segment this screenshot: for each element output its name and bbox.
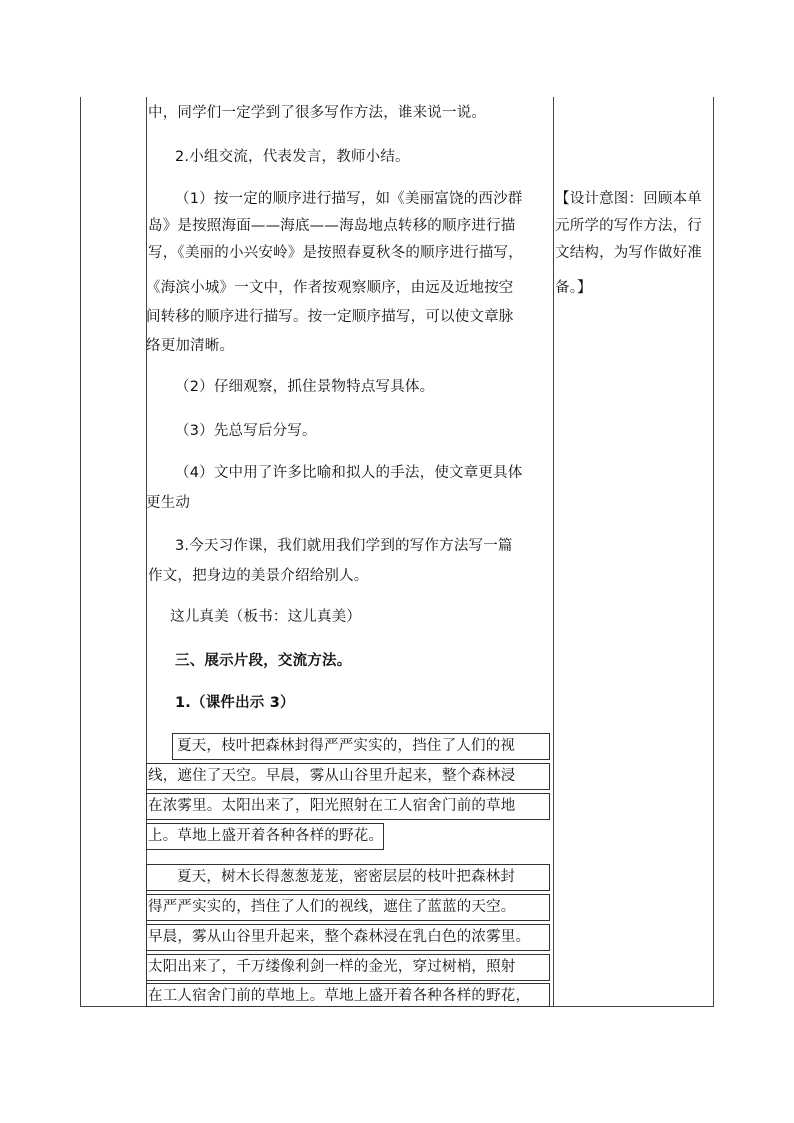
passage-1-line-3: 在浓雾里。太阳出来了，阳光照射在工人宿舍门前的草地 [148, 798, 516, 814]
point-1-line-4: 《海滨小城》一文中，作者按观察顺序，由远及近地按空 [146, 280, 514, 296]
table-left-border [80, 97, 81, 1007]
step-3-line-1: 3.今天习作课，我们就用我们学到的写作方法写一篇 [175, 538, 513, 554]
point-4-line-1: （4）文中用了许多比喻和拟人的手法，使文章更具体 [175, 465, 523, 481]
step-2: 2.小组交流，代表发言，教师小结。 [175, 149, 410, 165]
courseware-label: 1.（课件出示 3） [175, 695, 295, 711]
design-note-line-2: 元所学的写作方法，行 [555, 218, 702, 234]
passage-2-line-3: 早晨，雾从山谷里升起来，整个森林浸在乳白色的浓雾里。 [148, 929, 531, 945]
design-note-line-1: 【设计意图：回顾本单 [555, 191, 702, 207]
design-note-line-4: 备。】 [555, 280, 592, 296]
point-1-line-5: 间转移的顺序进行描写。按一定顺序描写，可以使文章脉 [146, 309, 514, 325]
point-2: （2）仔细观察，抓住景物特点写具体。 [175, 379, 435, 395]
passage-1-line-2: 线，遮住了天空。早晨，雾从山谷里升起来，整个森林浸 [148, 768, 516, 784]
passage-2-line-5: 在工人宿舍门前的草地上。草地上盛开着各种各样的野花， [148, 988, 531, 1004]
table-right-border [713, 97, 714, 1007]
lesson-title-line: 这儿真美（板书：这儿真美） [170, 609, 362, 625]
point-1-line-3: 写，《美丽的小兴安岭》是按照春夏秋冬的顺序进行描写， [148, 245, 523, 261]
table-mid-col-border [553, 97, 554, 1007]
point-1-line-1: （1）按一定的顺序进行描写，如《美丽富饶的西沙群 [175, 191, 523, 207]
passage-2-line-2: 得严严实实的，挡住了人们的视线，遮住了蓝蓝的天空。 [148, 899, 516, 915]
point-4-line-2: 更生动 [146, 495, 191, 511]
passage-2-line-4: 太阳出来了，千万缕像利剑一样的金光，穿过树梢，照射 [148, 959, 516, 975]
intro-line: 中，同学们一定学到了很多写作方法，谁来说一说。 [148, 105, 487, 121]
step-3-line-2: 作文，把身边的美景介绍给别人。 [148, 568, 369, 584]
passage-1-line-1: 夏天，枝叶把森林封得严严实实的，挡住了人们的视 [177, 738, 516, 754]
point-3: （3）先总写后分写。 [175, 423, 317, 439]
design-note-line-3: 文结构，为写作做好准 [555, 245, 702, 261]
passage-1-line-4: 上。草地上盛开着各种各样的野花。 [148, 828, 384, 844]
point-1-line-2: 岛》是按照海面——海底——海岛地点转移的顺序进行描 [148, 218, 516, 234]
passage-2-line-1: 夏天，树木长得葱葱茏茏，密密层层的枝叶把森林封 [177, 869, 516, 885]
section-3-heading: 三、展示片段，交流方法。 [175, 653, 352, 669]
point-1-line-6: 络更加清晰。 [146, 338, 235, 354]
